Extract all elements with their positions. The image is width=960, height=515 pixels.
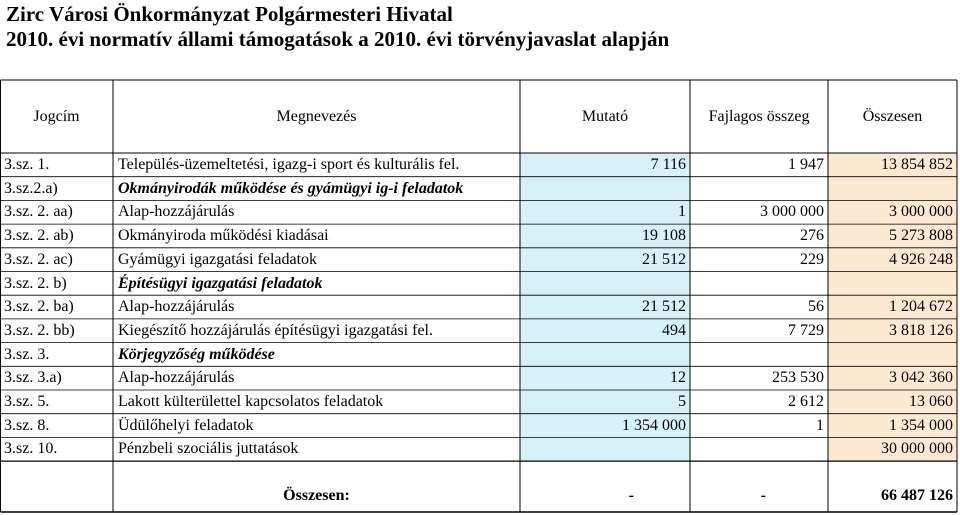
row-mutato: 1 (678, 203, 686, 221)
row-name: Építésügyi igazgatási feladatok (118, 274, 323, 292)
row-osszesen: 13 854 852 (881, 156, 953, 173)
row-osszesen: 30 000 000 (881, 440, 953, 458)
row-name: Pénzbeli szociális juttatások (118, 440, 299, 458)
row-code: 3.sz. 2. bb) (4, 321, 75, 339)
row-fajlagos: 1 947 (788, 156, 824, 173)
row-osszesen: 13 060 (909, 393, 953, 410)
row-fajlagos: 3 000 000 (760, 203, 824, 221)
row-fajlagos: 7 729 (788, 321, 824, 339)
row-mutato (520, 177, 686, 201)
row-osszesen: 3 000 000 (889, 203, 953, 221)
row-fajlagos: 276 (800, 227, 824, 245)
header-fajlagos: Fajlagos összeg (708, 108, 810, 125)
row-osszesen: 4 926 248 (889, 250, 953, 268)
row-fajlagos: 2 612 (788, 393, 824, 410)
row-osszesen: 3 818 126 (889, 321, 953, 339)
header-jogcim: Jogcím (33, 108, 80, 125)
row-code: 3.sz. 2. b) (4, 274, 67, 292)
row-name: Alap-hozzájárulás (118, 369, 235, 387)
row-code: 3.sz. 2. ba) (4, 298, 74, 316)
row-name: Település-üzemeltetési, igazg-i sport és kulturális fel. (118, 156, 460, 173)
row-name: Alap-hozzájárulás (118, 298, 235, 316)
row-mutato: 1 354 000 (622, 416, 686, 434)
row-osszesen (828, 343, 953, 367)
row-fajlagos: 1 (816, 416, 824, 434)
row-mutato: 12 (670, 369, 686, 387)
row-mutato (520, 272, 686, 296)
row-mutato: 5 (678, 393, 686, 410)
row-mutato (520, 343, 686, 367)
total-fajlagos: - (760, 487, 766, 504)
row-code: 3.sz. 3.a) (4, 369, 62, 387)
header-mutato: Mutató (581, 108, 629, 125)
row-mutato: 21 512 (642, 298, 686, 316)
row-mutato (520, 437, 686, 461)
row-code: 3.sz. 2. ab) (4, 227, 74, 245)
row-osszesen: 1 204 672 (889, 298, 953, 316)
total-label: Összesen: (283, 487, 350, 504)
row-osszesen: 3 042 360 (889, 369, 953, 387)
header-osszesen: Összesen (862, 108, 923, 125)
row-osszesen: 5 273 808 (889, 227, 953, 245)
total-osszesen: 66 487 126 (881, 487, 953, 504)
row-name: Gyámügyi igazgatási feladatok (118, 250, 318, 268)
row-code: 3.sz. 10. (4, 440, 58, 458)
row-code: 3.sz. 1. (4, 156, 50, 173)
row-code: 3.sz. 5. (4, 393, 50, 410)
row-fajlagos (690, 272, 824, 296)
row-mutato: 494 (662, 321, 686, 339)
row-code: 3.sz. 3. (4, 345, 50, 363)
row-osszesen: 1 354 000 (889, 416, 953, 434)
row-name: Alap-hozzájárulás (118, 203, 235, 221)
header-megnevezes: Megnevezés (276, 108, 357, 125)
row-fajlagos: 56 (808, 298, 824, 316)
row-name: Lakott külterülettel kapcsolatos feladatok (118, 393, 384, 410)
row-code: 3.sz. 2. aa) (4, 203, 73, 221)
row-fajlagos (690, 437, 824, 461)
row-fajlagos: 253 530 (772, 369, 824, 387)
document-title: Zirc Városi Önkormányzat Polgármesteri Hivatal (6, 2, 453, 26)
total-mutato: - (628, 487, 634, 504)
row-fajlagos (690, 177, 824, 201)
row-name: Okmányirodák működése és gyámügyi ig-i feladatok (118, 179, 464, 197)
row-name: Körjegyzőség működése (118, 345, 275, 363)
row-osszesen (828, 177, 953, 201)
row-mutato: 19 108 (642, 227, 686, 245)
row-osszesen (828, 272, 953, 296)
row-code: 3.sz. 2. ac) (4, 250, 73, 268)
document-subtitle: 2010. évi normatív állami támogatások a 2010. évi törvényjavaslat alapján (6, 27, 670, 51)
row-name: Okmányiroda működési kiadásai (118, 227, 329, 245)
row-mutato: 21 512 (642, 250, 686, 268)
row-fajlagos (690, 343, 824, 367)
row-fajlagos: 229 (800, 250, 824, 268)
row-name: Kiegészítő hozzájárulás építésügyi igazgatási fel. (118, 321, 433, 339)
row-name: Üdülőhelyi feladatok (118, 416, 254, 434)
row-code: 3.sz. 8. (4, 416, 50, 434)
row-code: 3.sz.2.a) (4, 179, 58, 197)
row-mutato: 7 116 (650, 156, 686, 173)
